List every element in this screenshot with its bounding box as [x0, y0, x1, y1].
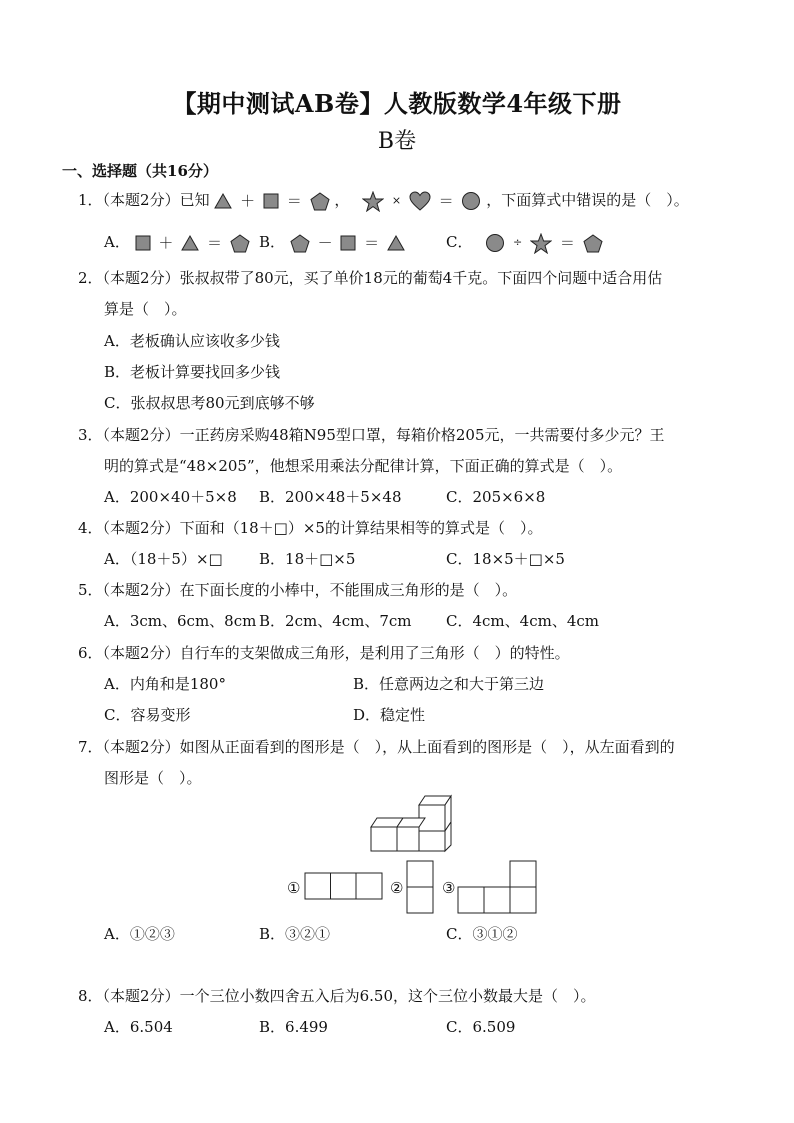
- view-3-figure: [457, 860, 537, 914]
- question-5-option-a[interactable]: A．3cm、6cm、8cm: [104, 612, 257, 630]
- question-1-option-a[interactable]: A． ＋ ＝: [104, 232, 250, 253]
- question-3-option-c[interactable]: C．205×6×8: [446, 488, 546, 506]
- cube-solid-figure: [368, 793, 458, 853]
- question-2-option-a[interactable]: A．老板确认应该收多少钱: [104, 332, 280, 350]
- question-7-option-a[interactable]: A．①②③: [104, 925, 175, 943]
- question-1-option-c[interactable]: C． ÷ ＝: [446, 232, 603, 254]
- question-8-option-b[interactable]: B．6.499: [259, 1018, 328, 1036]
- question-2-option-c[interactable]: C．张叔叔思考80元到底够不够: [104, 394, 315, 412]
- square-icon: [263, 193, 279, 209]
- question-4-option-a[interactable]: A．（18＋5）×□: [104, 550, 223, 568]
- question-4-option-c[interactable]: C．18×5＋□×5: [446, 550, 565, 568]
- square-icon: [135, 235, 151, 251]
- question-1-option-b[interactable]: B． － ＝: [259, 232, 405, 253]
- triangle-icon: [387, 235, 405, 251]
- question-6-option-b[interactable]: B．任意两边之和大于第三边: [353, 675, 545, 693]
- heart-icon: [409, 191, 431, 211]
- pentagon-icon: [230, 234, 250, 253]
- question-4-option-b[interactable]: B．18＋□×5: [259, 550, 356, 568]
- question-7-line-1: 7．（本题2分）如图从正面看到的图形是（ ），从上面看到的图形是（ ），从左面看到的: [78, 738, 675, 756]
- question-4-line-1: 4．（本题2分）下面和（18＋□）×5的计算结果相等的算式是（ ）。: [78, 519, 543, 537]
- view-2-label: ②: [390, 879, 404, 897]
- circle-icon: [485, 233, 505, 253]
- question-5-line-1: 5．（本题2分）在下面长度的小棒中，不能围成三角形的是（ ）。: [78, 581, 518, 599]
- question-8-option-a[interactable]: A．6.504: [104, 1018, 173, 1036]
- question-6-option-c[interactable]: C．容易变形: [104, 706, 191, 724]
- question-6-option-d[interactable]: D．稳定性: [353, 706, 426, 724]
- question-3-option-a[interactable]: A．200×40＋5×8: [104, 488, 237, 506]
- view-1-label: ①: [287, 879, 301, 897]
- question-3-option-b[interactable]: B．200×48＋5×48: [259, 488, 402, 506]
- question-2-line-1: 2．（本题2分）张叔叔带了80元，买了单价18元的葡萄4千克。下面四个问题中适合用估: [78, 269, 663, 287]
- view-3-label: ③: [442, 879, 456, 897]
- circle-icon: [461, 191, 481, 211]
- triangle-icon: [181, 235, 199, 251]
- page-subtitle: B卷: [377, 129, 417, 154]
- question-7-option-c[interactable]: C．③①②: [446, 925, 518, 943]
- question-2-option-b[interactable]: B．老板计算要找回多少钱: [104, 363, 281, 381]
- question-5-option-b[interactable]: B．2cm、4cm、7cm: [259, 612, 412, 630]
- question-6-line-1: 6．（本题2分）自行车的支架做成三角形，是利用了三角形（ ）的特性。: [78, 644, 570, 662]
- question-7-option-b[interactable]: B．③②①: [259, 925, 331, 943]
- question-3-line-1: 3．（本题2分）一正药房采购48箱N95型口罩，每箱价格205元，一共需要付多少元？王: [78, 426, 665, 444]
- question-5-option-c[interactable]: C．4cm、4cm、4cm: [446, 612, 599, 630]
- triangle-icon: [214, 193, 232, 209]
- question-8-option-c[interactable]: C．6.509: [446, 1018, 516, 1036]
- pentagon-icon: [290, 234, 310, 253]
- pentagon-icon: [310, 192, 330, 211]
- question-2-line-2: 算是（ ）。: [104, 300, 187, 318]
- question-1-stem: 1．（本题2分）已知 ＋ ＝ ， × ＝ ，下面算式中错误的是（ ）。: [78, 191, 689, 210]
- question-7-line-2: 图形是（ ）。: [104, 769, 202, 787]
- question-6-option-a[interactable]: A．内角和是180°: [104, 675, 226, 693]
- question-3-line-2: 明的算式是“48×205”，他想采用乘法分配律计算，下面正确的算式是（ ）。: [104, 457, 623, 475]
- section-heading: 一、选择题（共16分）: [62, 162, 218, 180]
- page-title: 【期中测试AB卷】人教版数学4年级下册: [172, 89, 622, 118]
- view-1-figure: [304, 872, 384, 900]
- question-8-line-1: 8．（本题2分）一个三位小数四舍五入后为6.50，这个三位小数最大是（ ）。: [78, 987, 596, 1005]
- star-icon: [530, 233, 552, 254]
- square-icon: [340, 235, 356, 251]
- view-2-figure: [406, 860, 434, 914]
- star-icon: [362, 191, 384, 212]
- pentagon-icon: [583, 234, 603, 253]
